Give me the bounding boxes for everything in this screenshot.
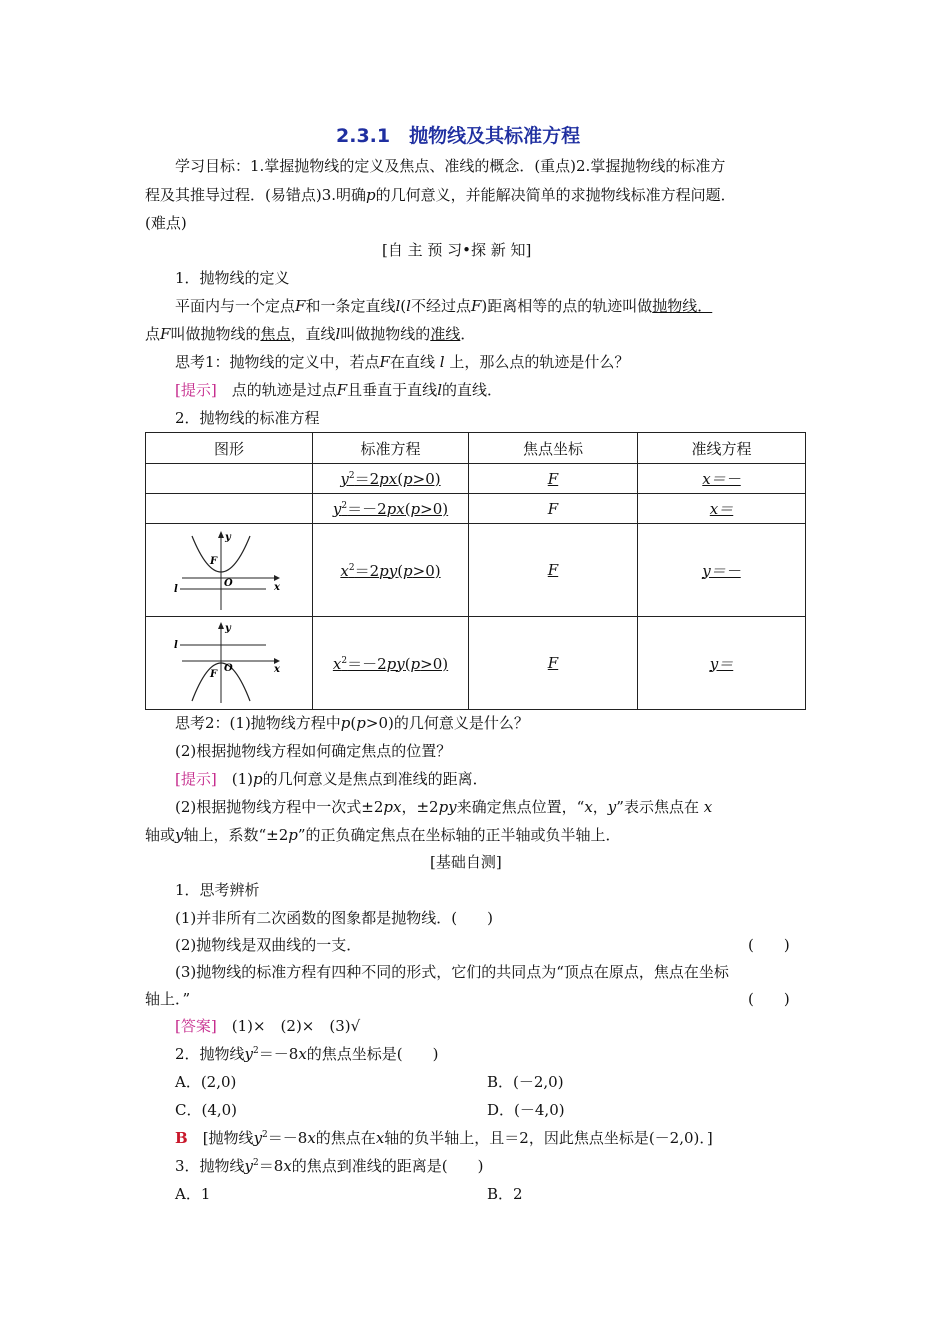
- goals-line-1: 学习目标：1.掌握抛物线的定义及焦点、准线的概念．(重点)2.掌握抛物线的标准方: [175, 157, 726, 175]
- definition-line-1: 平面内与一个定点F和一条定直线l(l不经过点F)距离相等的点的轨迹叫做抛物线．: [175, 297, 713, 315]
- q3-stem: 3．抛物线$y^2=8x$的焦点到准线的距离是( ): [175, 1157, 484, 1175]
- think2-question-2: (2)根据抛物线方程如何确定焦点的位置？: [175, 742, 452, 760]
- equation-cell: $x^2=-2py(p>0)$: [313, 617, 469, 710]
- q1-statement-3: (3)抛物线的标准方程有四种不同的形式，它们的共同点为“顶点在原点，焦点在坐标: [175, 963, 729, 981]
- q1-statement-2-paren: ( ): [748, 936, 790, 954]
- origin-label: O: [224, 578, 233, 589]
- x-axis-label: x: [274, 664, 280, 675]
- definition-heading: 1．抛物线的定义: [175, 269, 290, 287]
- q1-statement-2: (2)抛物线是双曲线的一支．: [175, 936, 362, 954]
- answer-letter: B: [175, 1129, 188, 1147]
- equation-cell: $y^2=-2px(p>0)$: [313, 494, 469, 524]
- focus-cell: F: [469, 617, 638, 710]
- x-axis-label: x: [274, 582, 280, 593]
- q2-option-a: A．(2,0): [175, 1073, 237, 1091]
- table-header: 焦点坐标: [469, 433, 638, 464]
- directrix-cell: y＝: [638, 617, 806, 710]
- standard-equation-table: [145, 432, 806, 710]
- goals-line-2: 程及其推导过程．(易错点)3.明确p的几何意义，并能解决简单的求抛物线标准方程问题．: [145, 186, 736, 204]
- focus-cell: F: [469, 524, 638, 617]
- q1-heading: 1．思考辨析: [175, 881, 260, 899]
- answer-tag: [答案]: [175, 1017, 217, 1035]
- table-row: [146, 617, 806, 710]
- think1-question: 思考1：抛物线的定义中，若点F在直线 l 上，那么点的轨迹是什么？: [175, 353, 630, 371]
- think2-hint: [提示] (1)p的几何意义是焦点到准线的距离．: [175, 770, 488, 788]
- q2-option-c: C．(4,0): [175, 1101, 238, 1119]
- equation-cell: $x^2=2py(p>0)$: [313, 524, 469, 617]
- q1-statement-1: (1)并非所有二次函数的图象都是抛物线．( ): [175, 909, 493, 927]
- q1-statement-3-paren: ( ): [748, 990, 790, 1008]
- q3-option-b: B．2: [487, 1185, 523, 1203]
- q2-stem: 2．抛物线$y^2=-8x$的焦点坐标是( ): [175, 1045, 439, 1063]
- focus-label: F: [210, 669, 218, 680]
- y-axis-label: y: [225, 532, 231, 543]
- q2-option-d: D．(－4,0): [487, 1101, 565, 1119]
- parabola-down-graph: [174, 621, 284, 705]
- directrix-cell: x＝: [638, 494, 806, 524]
- parabola-up-graph: [174, 528, 284, 612]
- goals-line-3: (难点): [145, 214, 187, 232]
- table-row: [146, 524, 806, 617]
- table-header: 图形: [146, 433, 313, 464]
- directrix-cell: y＝－: [638, 524, 806, 617]
- directrix-label: l: [174, 584, 178, 595]
- q2-solution: B [抛物线$y^2=-8x$的焦点在x轴的负半轴上，且＝2，因此焦点坐标是(－2,0)．]: [175, 1129, 713, 1147]
- directrix-label: l: [174, 640, 178, 651]
- think2-answer-3: 轴或y轴上，系数“±2p”的正负确定焦点在坐标轴的正半轴或负半轴上．: [145, 826, 621, 844]
- section-header-preview: [自 主 预 习•探 新 知]: [382, 241, 532, 259]
- q1-statement-3b: 轴上．”: [145, 990, 191, 1008]
- q3-option-a: A．1: [175, 1185, 211, 1203]
- section-header-selftest: [基础自测]: [430, 853, 502, 871]
- hint-tag: [提示]: [175, 770, 217, 788]
- hint-tag: [提示]: [175, 381, 217, 399]
- focus-label: F: [210, 556, 218, 567]
- origin-label: O: [224, 663, 233, 674]
- q1-answer: [答案] (1)× (2)× (3)√: [175, 1017, 361, 1035]
- page-title: 2.3.1 抛物线及其标准方程: [336, 125, 581, 147]
- table-header: 标准方程: [313, 433, 469, 464]
- table-header: 准线方程: [638, 433, 806, 464]
- equation-cell: $y^2=2px(p>0)$: [313, 464, 469, 494]
- think2-answer-2: (2)根据抛物线方程中一次式±2px，±2py来确定焦点位置，“x，y”表示焦点在 x: [175, 798, 713, 816]
- q2-option-b: B．(－2,0): [487, 1073, 564, 1091]
- graph-cell: [146, 464, 313, 494]
- graph-cell: [146, 524, 313, 617]
- definition-line-2: 点F叫做抛物线的焦点，直线l叫做抛物线的准线．: [145, 325, 476, 343]
- graph-cell: [146, 494, 313, 524]
- focus-cell: F: [469, 464, 638, 494]
- table-row: [146, 464, 806, 494]
- table-row: [146, 494, 806, 524]
- directrix-cell: x＝－: [638, 464, 806, 494]
- standard-equation-heading: 2．抛物线的标准方程: [175, 409, 320, 427]
- think1-hint: [提示] 点的轨迹是过点F且垂直于直线l的直线．: [175, 381, 503, 399]
- y-axis-label: y: [225, 623, 231, 634]
- think2-question-1: 思考2：(1)抛物线方程中p(p>0)的几何意义是什么？: [175, 714, 529, 732]
- focus-cell: F: [469, 494, 638, 524]
- graph-cell: [146, 617, 313, 710]
